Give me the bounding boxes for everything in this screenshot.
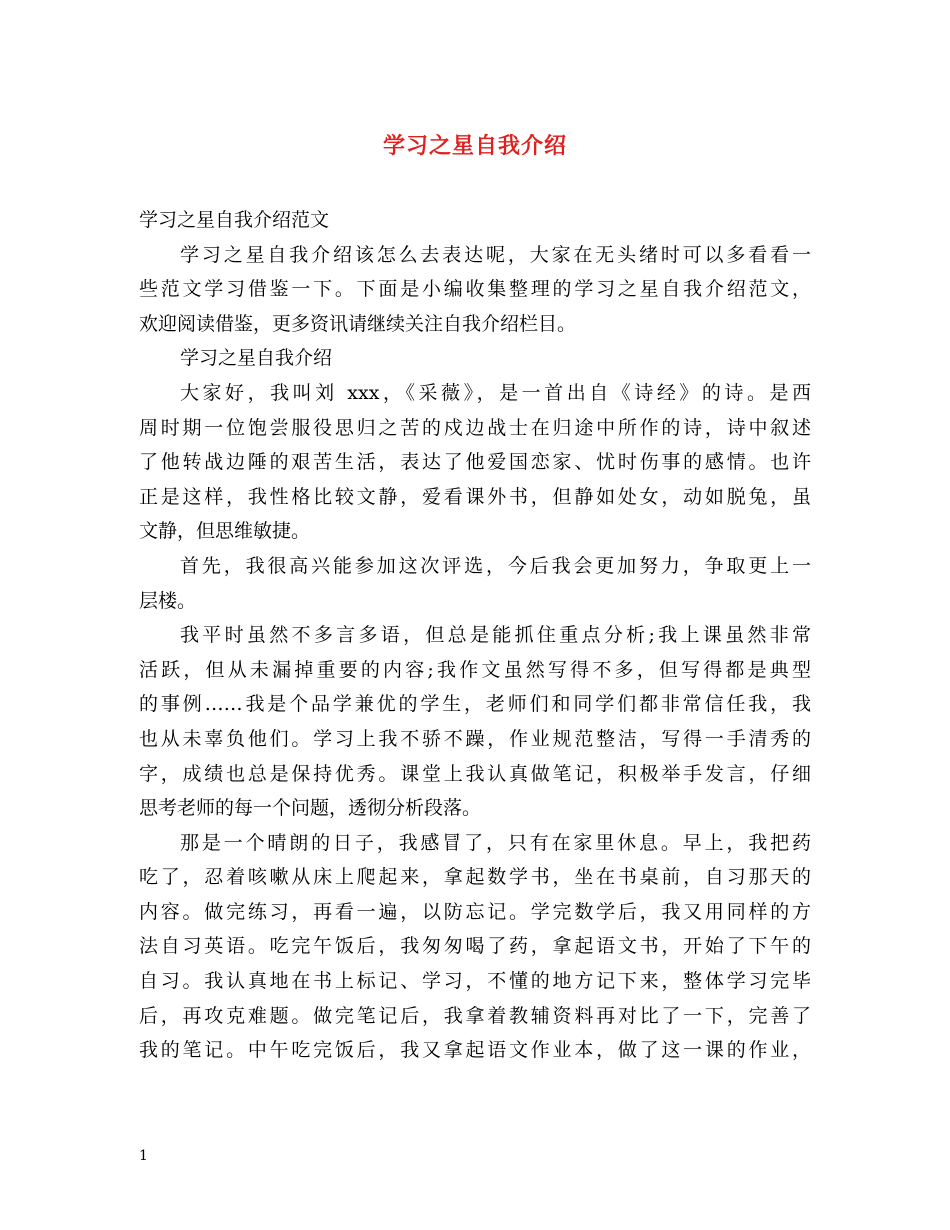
text-line: 活跃，但从未漏掉重要的内容;我作文虽然写得不多，但写得都是典型 <box>139 658 811 681</box>
text-line: 也从未辜负他们。学习上我不骄不躁，作业规范整洁，写得一手清秀的 <box>139 727 811 750</box>
text-line: 吃了，忍着咳嗽从床上爬起来，拿起数学书，坐在书桌前，自习那天的 <box>139 866 811 889</box>
text-line: 欢迎阅读借鉴，更多资讯请继续关注自我介绍栏目。 <box>139 312 577 335</box>
document-title: 学习之星自我介绍 <box>382 133 567 159</box>
text-line: 大家好，我叫刘 xxx，《采薇》，是一首出自《诗经》的诗。是西 <box>180 381 811 404</box>
text-line: 学习之星自我介绍该怎么去表达呢，大家在无头绪时可以多看看一 <box>180 243 811 266</box>
text-line: 些范文学习借鉴一下。下面是小编收集整理的学习之星自我介绍范文， <box>139 278 811 301</box>
text-line: 正是这样，我性格比较文静，爱看课外书，但静如处女，动如脱兔，虽 <box>139 485 811 508</box>
text-line: 学习之星自我介绍 <box>180 347 333 370</box>
text-line: 内容。做完练习，再看一遍，以防忘记。学完数学后，我又用同样的方 <box>139 900 811 923</box>
text-line: 层楼。 <box>139 589 197 612</box>
text-line: 了他转战边陲的艰苦生活，表达了他爱国恋家、忧时伤事的感情。也许 <box>139 451 811 474</box>
text-line: 学习之星自我介绍范文 <box>139 209 330 231</box>
text-line: 字，成绩也总是保持优秀。课堂上我认真做笔记，积极举手发言，仔细 <box>139 762 811 785</box>
text-line: 的事例……我是个品学兼优的学生，老师们和同学们都非常信任我，我 <box>139 693 811 716</box>
text-line: 周时期一位饱尝服役思归之苦的戍边战士在归途中所作的诗，诗中叙述 <box>139 416 811 439</box>
text-line: 我的笔记。中午吃完饭后，我又拿起语文作业本，做了这一课的作业， <box>139 1039 811 1062</box>
text-line: 首先，我很高兴能参加这次评选，今后我会更加努力，争取更上一 <box>180 554 811 577</box>
text-line: 思考老师的每一个问题，透彻分析段落。 <box>139 797 482 820</box>
text-line: 后，再攻克难题。做完笔记后，我拿着教辅资料再对比了一下，完善了 <box>139 1004 811 1027</box>
text-line: 那是一个晴朗的日子，我感冒了，只有在家里休息。早上，我把药 <box>180 831 811 854</box>
text-line: 我平时虽然不多言多语，但总是能抓住重点分析;我上课虽然非常 <box>180 624 811 647</box>
page-number: 1 <box>139 1148 148 1164</box>
text-line: 自习。我认真地在书上标记、学习，不懂的地方记下来，整体学习完毕 <box>139 970 811 993</box>
document-body <box>139 203 811 1068</box>
text-line: 法自习英语。吃完午饭后，我匆匆喝了药，拿起语文书，开始了下午的 <box>139 935 811 958</box>
text-line: 文静，但思维敏捷。 <box>139 520 311 543</box>
